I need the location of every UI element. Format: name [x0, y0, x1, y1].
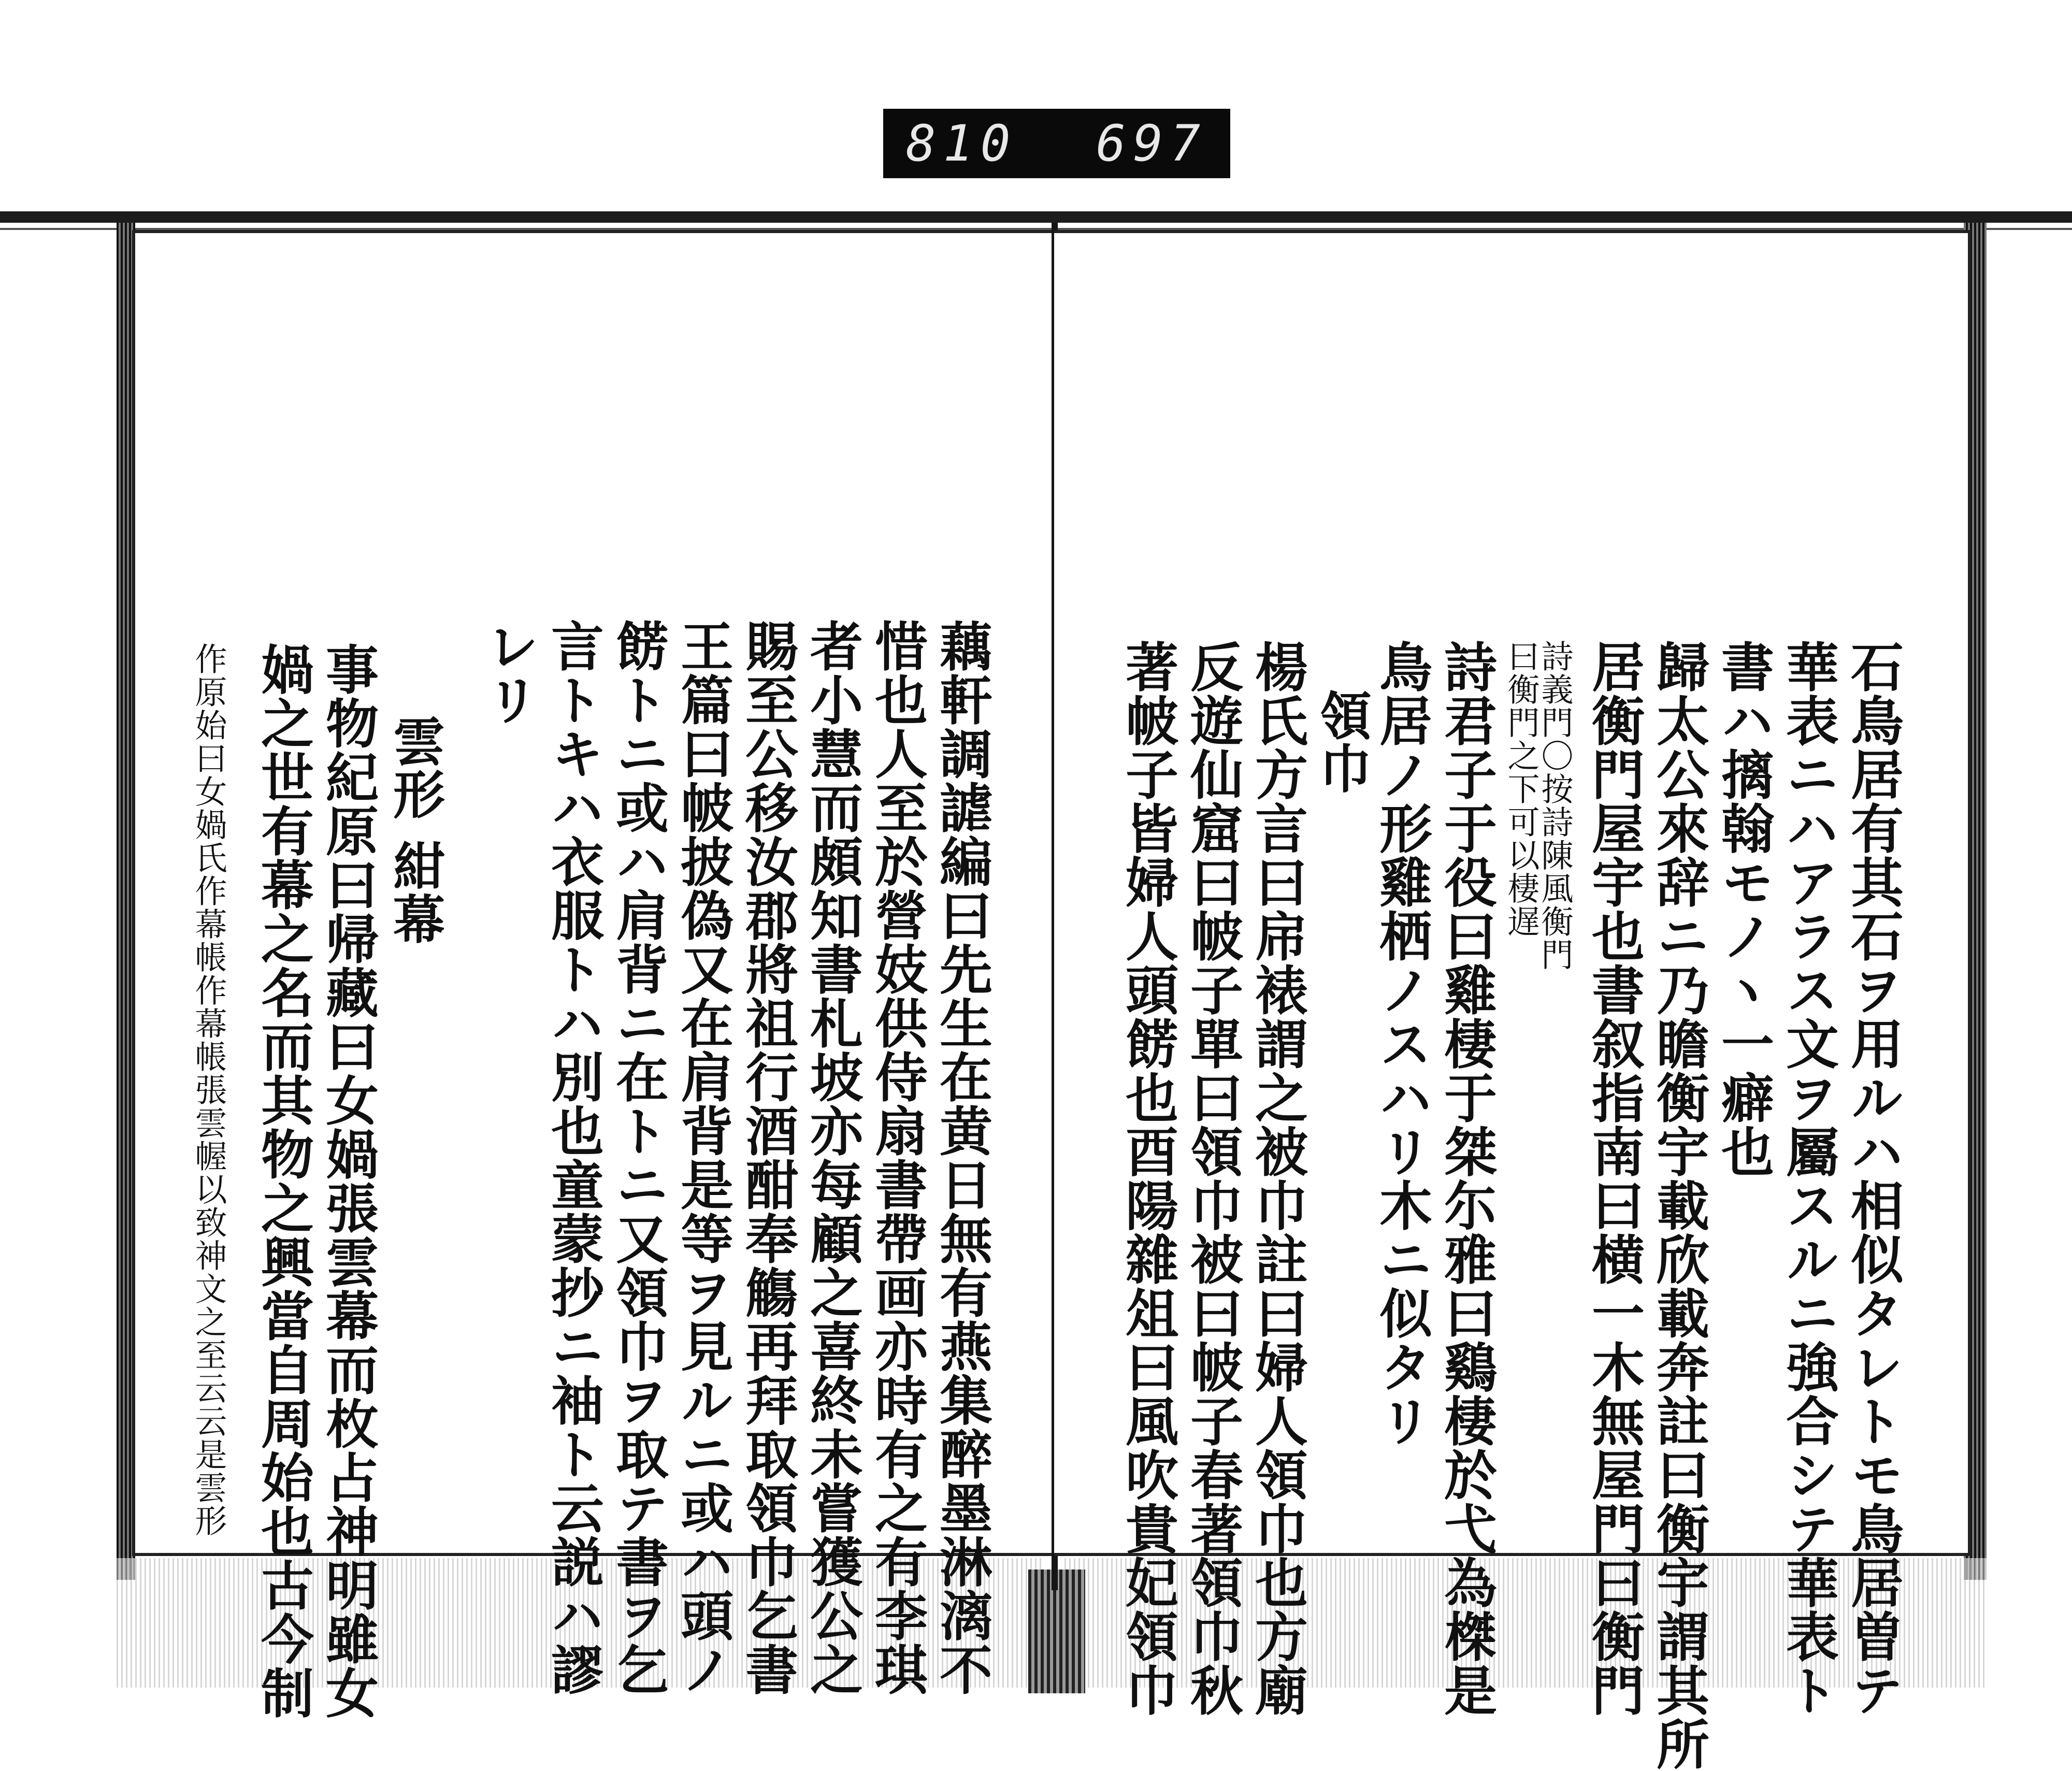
right-page-column-3: 書ハ摛翰モノヽ一癖也	[1713, 640, 1775, 1178]
right-page-column-6: 詩義門〇按詩陳風衡門	[1536, 640, 1574, 971]
left-page-column-2: 惜也人至於營妓供侍扇書帶画亦時有之有李琪	[866, 619, 928, 1696]
right-page-column-11: 楊氏方言曰帍裱謂之被巾註曰婦人領巾也方廟	[1246, 640, 1308, 1717]
open-book	[117, 223, 1987, 1771]
left-page-column-8: レリ	[478, 619, 540, 727]
right-page-column-9: 鳥居ノ形雞栖ノスハリ木ニ似タリ	[1371, 640, 1433, 1448]
right-page-column-8: 詩君子于役曰雞棲于桀尓雅曰鷄棲於弋為榤是	[1435, 640, 1498, 1717]
right-page-column-12: 反遊仙窟曰帔子單曰領巾被曰帔子春著領巾秋	[1182, 640, 1244, 1717]
right-page-column-13: 著帔子皆婦人頭餝也酉陽雜俎曰風吹貴妃領巾	[1117, 640, 1179, 1717]
left-page-column-6: 餝トニ或ハ肩背ニ在トニ又領巾ヲ取テ書ヲ乞	[607, 619, 669, 1696]
left-page-column-10: 事物紀原曰帰藏曰女媧張雲幕而枚占神明雖女	[317, 642, 379, 1720]
left-page	[132, 230, 1054, 1720]
right-page-column-4: 歸太公來辞ニ乃瞻衡宇載欣載奔註曰衡宇謂其所	[1648, 640, 1710, 1771]
microfilm-reference-label	[883, 109, 1230, 178]
right-page-column-7: 曰衡門之下可以棲遅	[1502, 640, 1540, 938]
reference-number-right: 697	[1096, 114, 1207, 172]
left-page-column-4: 賜至公移汝郡將祖行酒酣奉觴再拜取領巾乞書	[737, 619, 799, 1696]
right-page	[1054, 230, 1971, 1771]
left-page-column-12: 作原始曰女媧氏作幕帳作幕帳張雲幄以致神文之至云云是雲形	[190, 642, 227, 1537]
left-page-column-7: 言トキハ衣服トハ別也童蒙抄ニ袖ト云説ハ謬	[542, 619, 605, 1696]
left-page-column-1: 藕軒調謔編曰先生在黄日無有燕集醉墨淋漓不	[931, 619, 993, 1696]
right-page-column-2: 華表ニハアラス文ヲ屬スルニ強合シテ華表ト	[1777, 640, 1839, 1717]
left-page-column-11: 媧之世有幕之名而其物之興當自周始也古今制	[252, 642, 314, 1720]
right-page-column-5: 居衡門屋宇也書叙指南曰横一木無屋門曰衡門	[1583, 640, 1645, 1717]
right-page-column-1: 石鳥居有其石ヲ用ルハ相似タレトモ鳥居曽テ	[1842, 640, 1904, 1717]
reference-number-left: 810	[906, 114, 1018, 172]
left-page-column-3: 者小慧而頗知書札坡亦每顧之喜終未嘗獲公之	[801, 619, 864, 1696]
left-page-section-heading: 雲形 紺幕	[384, 715, 445, 945]
scan-top-rule	[0, 211, 2072, 223]
right-page-section-heading: 領巾	[1311, 689, 1372, 795]
left-page-column-5: 王篇曰帔披偽又在肩背是等ヲ見ルニ或ハ頭ノ	[672, 619, 734, 1696]
